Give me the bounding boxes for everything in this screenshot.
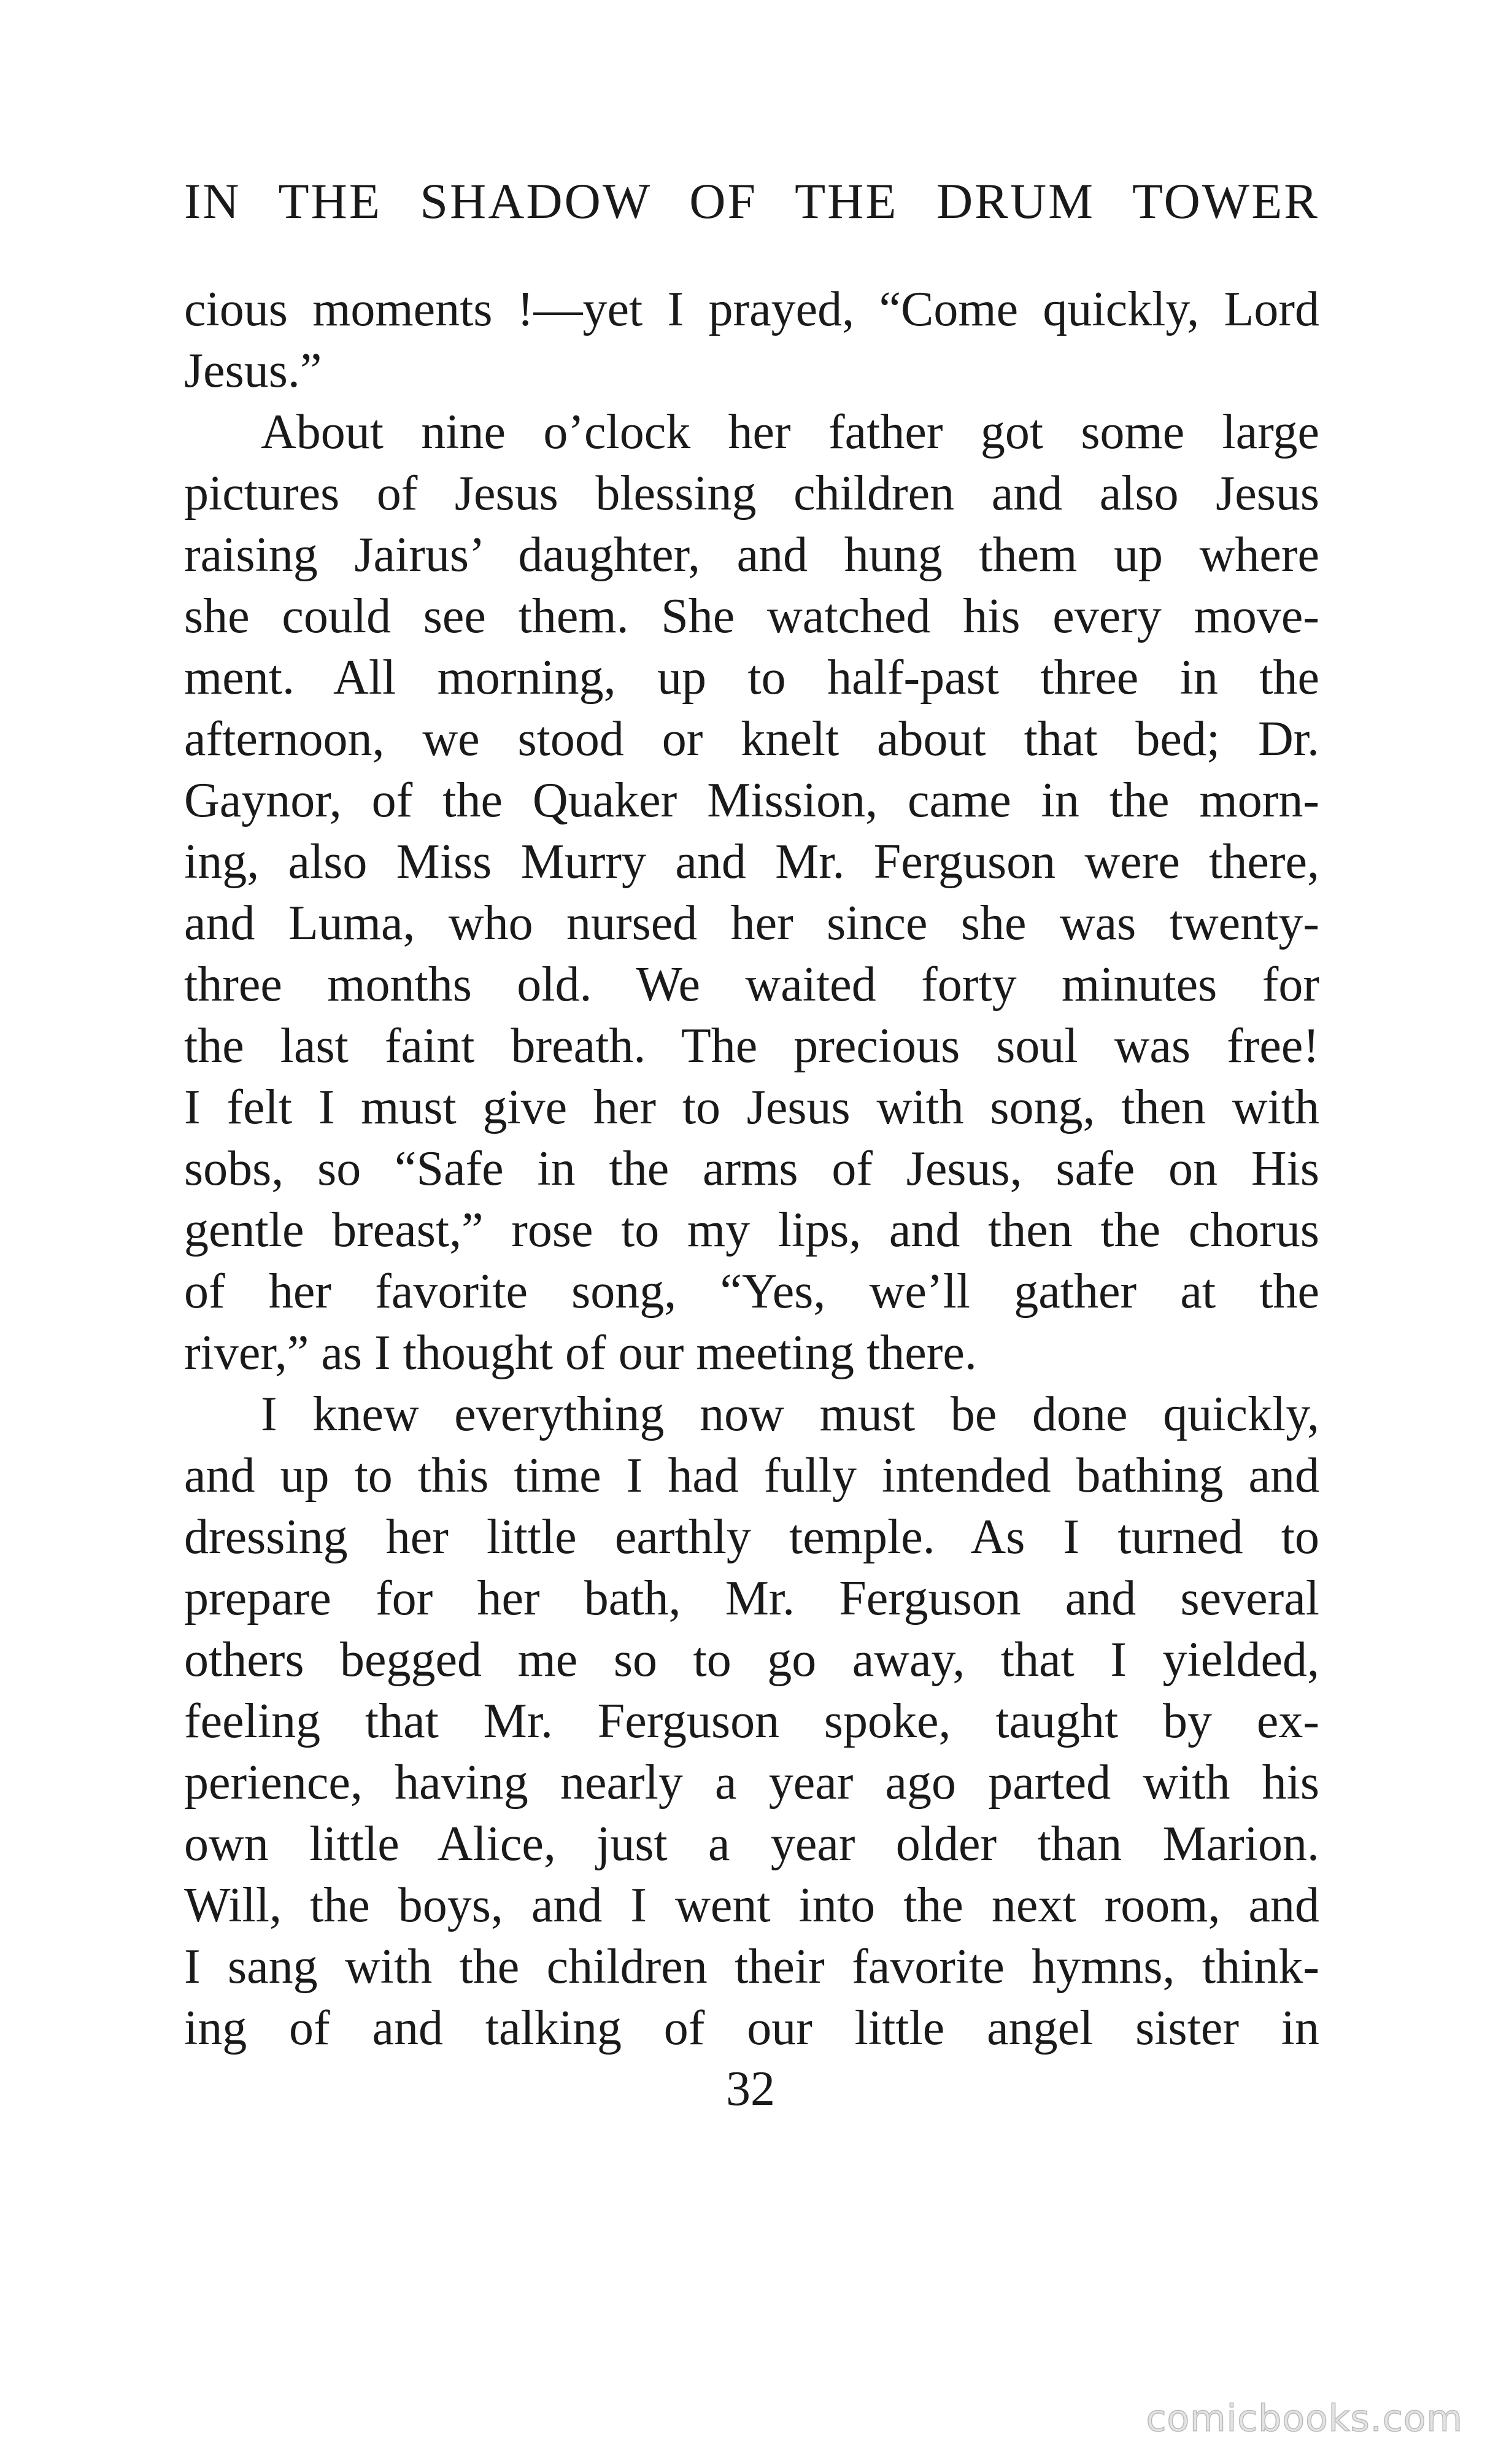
text-line: Jesus.” [184, 344, 322, 398]
text-line: About nine o’clock her father got some large [261, 405, 1319, 459]
text-line: others begged me so to go away, that I yielded, [184, 1633, 1319, 1687]
text-line: the last faint breath. The precious soul was free! [184, 1019, 1319, 1073]
text-line: I knew everything now must be done quickly, [261, 1387, 1319, 1441]
text-line: and Luma, who nursed her since she was twenty- [184, 896, 1319, 950]
text-line: own little Alice, just a year older than Marion. [184, 1817, 1319, 1871]
text-line: and up to this time I had fully intended bathing and [184, 1449, 1319, 1503]
text-line: perience, having nearly a year ago parted with his [184, 1756, 1319, 1810]
body-text [184, 279, 1319, 2059]
page-number: 32 [726, 2062, 775, 2116]
text-line: I sang with the children their favorite hymns, think- [184, 1940, 1319, 1994]
text-line: prepare for her bath, Mr. Ferguson and several [184, 1571, 1319, 1625]
text-line: raising Jairus’ daughter, and hung them up where [184, 528, 1319, 582]
text-line: dressing her little earthly temple. As I turned to [184, 1510, 1319, 1564]
text-line: ment. All morning, up to half-past three in the [184, 651, 1319, 705]
text-line: cious moments !—yet I prayed, “Come quickly, Lord [184, 282, 1319, 336]
text-line: feeling that Mr. Ferguson spoke, taught by ex- [184, 1694, 1319, 1748]
text-line: river,” as I thought of our meeting there. [184, 1326, 977, 1380]
text-line: sobs, so “Safe in the arms of Jesus, safe on His [184, 1142, 1319, 1196]
running-head: IN THE SHADOW OF THE DRUM TOWER [184, 173, 1319, 229]
text-line: Will, the boys, and I went into the next room, and [184, 1878, 1319, 1932]
text-line: three months old. We waited forty minutes for [184, 958, 1319, 1012]
text-line: gentle breast,” rose to my lips, and then the chorus [184, 1203, 1319, 1257]
text-line: ing, also Miss Murry and Mr. Ferguson were there, [184, 835, 1319, 889]
text-line: she could see them. She watched his every move- [184, 589, 1319, 643]
watermark: comicbooks.com [1146, 2397, 1463, 2440]
text-line: pictures of Jesus blessing children and also Jesus [184, 467, 1319, 521]
text-line: of her favorite song, “Yes, we’ll gather at the [184, 1265, 1319, 1319]
text-line: Gaynor, of the Quaker Mission, came in the morn- [184, 773, 1319, 827]
text-line: ing of and talking of our little angel sister in [184, 2001, 1319, 2055]
text-line: afternoon, we stood or knelt about that bed; Dr. [184, 712, 1319, 766]
text-line: I felt I must give her to Jesus with song, then with [184, 1080, 1319, 1134]
